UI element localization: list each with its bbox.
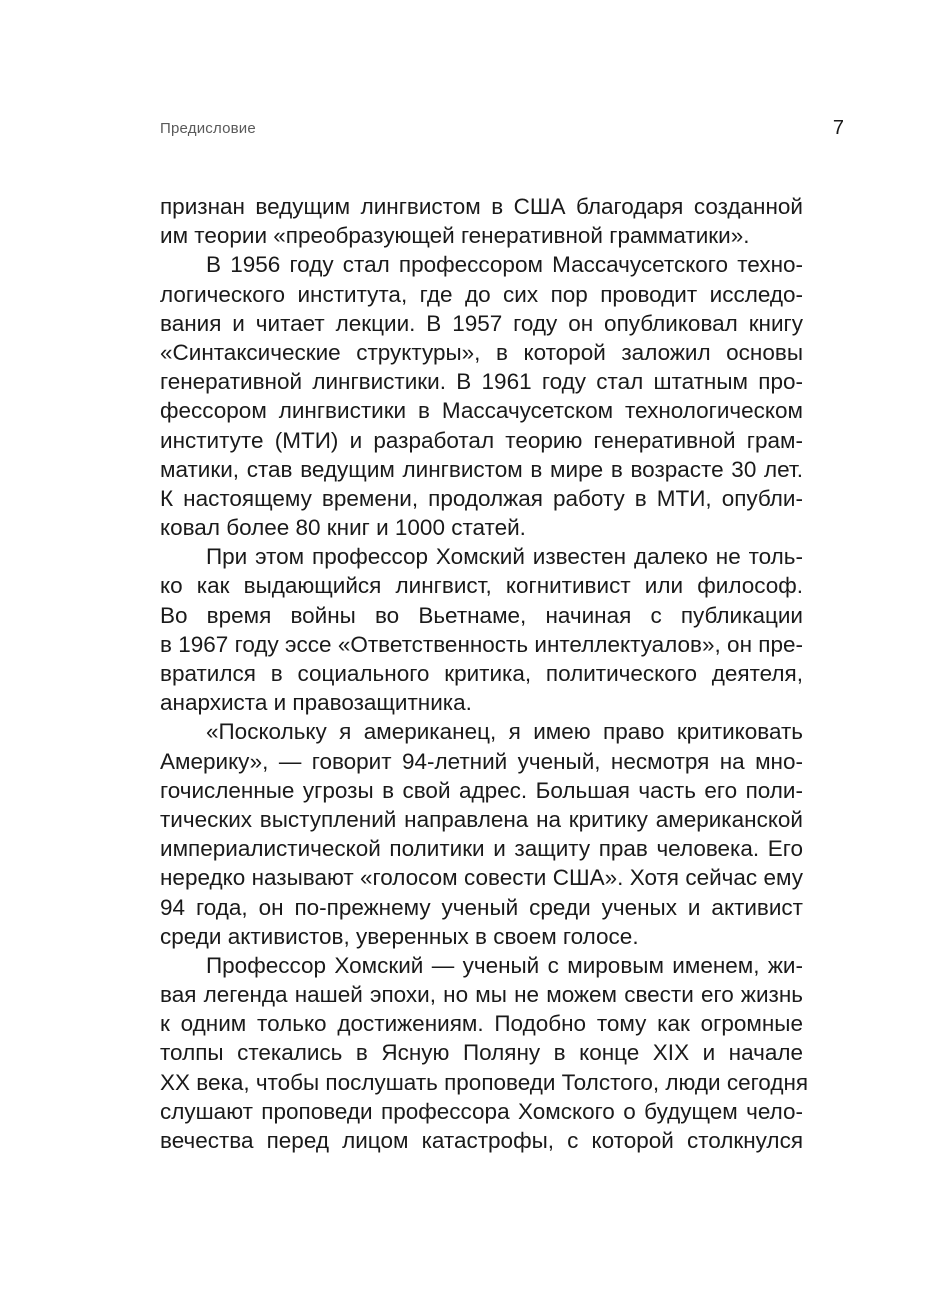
text-line: XX века, чтобы послушать проповеди Толстого, люди сегодня [160, 1069, 809, 1095]
text-line: генеративной лингвистики. В 1961 году стал штатным про- [160, 369, 803, 395]
page-number: 7 [832, 117, 844, 139]
text-line: ко как выдающийся лингвист, когнитивист или философ. [160, 573, 803, 599]
text-line: логического института, где до сих пор проводит исследо- [160, 281, 803, 307]
text-line: в 1967 году эссе «Ответственность интеллектуалов», он пре- [160, 631, 803, 657]
text-line: При этом профессор Хомский известен далеко не толь- [206, 544, 803, 570]
text-line: вечества перед лицом катастрофы, с которой столкнулся [160, 1128, 803, 1153]
text-line: тических выступлений направлена на критику американской [160, 806, 803, 832]
text-line: Америку», — говорит 94-летний ученый, несмотря на мно- [160, 748, 803, 774]
text-line: фессором лингвистики в Массачусетском технологическом [160, 398, 803, 424]
text-line: вратился в социального критика, политического деятеля, [160, 661, 803, 686]
text-line: В 1956 году стал профессором Массачусетского техно- [206, 252, 803, 278]
text-line: «Поскольку я американец, я имею право критиковать [206, 719, 803, 745]
text-line: Во время войны во Вьетнаме, начиная с публикации [160, 602, 803, 628]
body-text [160, 192, 809, 1155]
text-line: вания и читает лекции. В 1957 году он опубликовал книгу [160, 310, 803, 336]
text-line: признан ведущим лингвистом в США благодаря созданной [160, 194, 803, 219]
text-line: 94 года, он по-прежнему ученый среди ученых и активист [160, 894, 803, 920]
text-line: среди активистов, уверенных в своем голосе. [160, 923, 639, 949]
text-line: нередко называют «голосом совести США». Хотя сейчас ему [160, 865, 803, 891]
text-line: слушают проповеди профессора Хомского о будущем чело- [160, 1098, 803, 1124]
text-line: им теории «преобразующей генеративной грамматики». [160, 223, 750, 249]
text-line: анархиста и правозащитника. [160, 690, 472, 716]
text-line: империалистической политики и защиту прав человека. Его [160, 836, 803, 862]
text-line: К настоящему времени, продолжая работу в МТИ, опубли- [160, 485, 803, 511]
text-line: гочисленные угрозы в свой адрес. Большая часть его поли- [160, 777, 803, 803]
text-line: институте (МТИ) и разработал теорию генеративной грам- [160, 427, 803, 453]
text-line: ковал более 80 книг и 1000 статей. [160, 515, 526, 541]
text-line: вая легенда нашей эпохи, но мы не можем свести его жизнь [160, 982, 803, 1008]
text-line: Профессор Хомский — ученый с мировым именем, жи- [206, 952, 803, 978]
text-line: матики, став ведущим лингвистом в мире в возрасте 30 лет. [160, 456, 803, 482]
text-line: «Синтаксические структуры», в которой заложил основы [160, 339, 803, 365]
text-line: толпы стекались в Ясную Поляну в конце XIX и начале [160, 1040, 803, 1066]
text-line: к одним только достижениям. Подобно тому как огромные [160, 1011, 803, 1037]
running-head-title: Предисловие [160, 120, 256, 137]
